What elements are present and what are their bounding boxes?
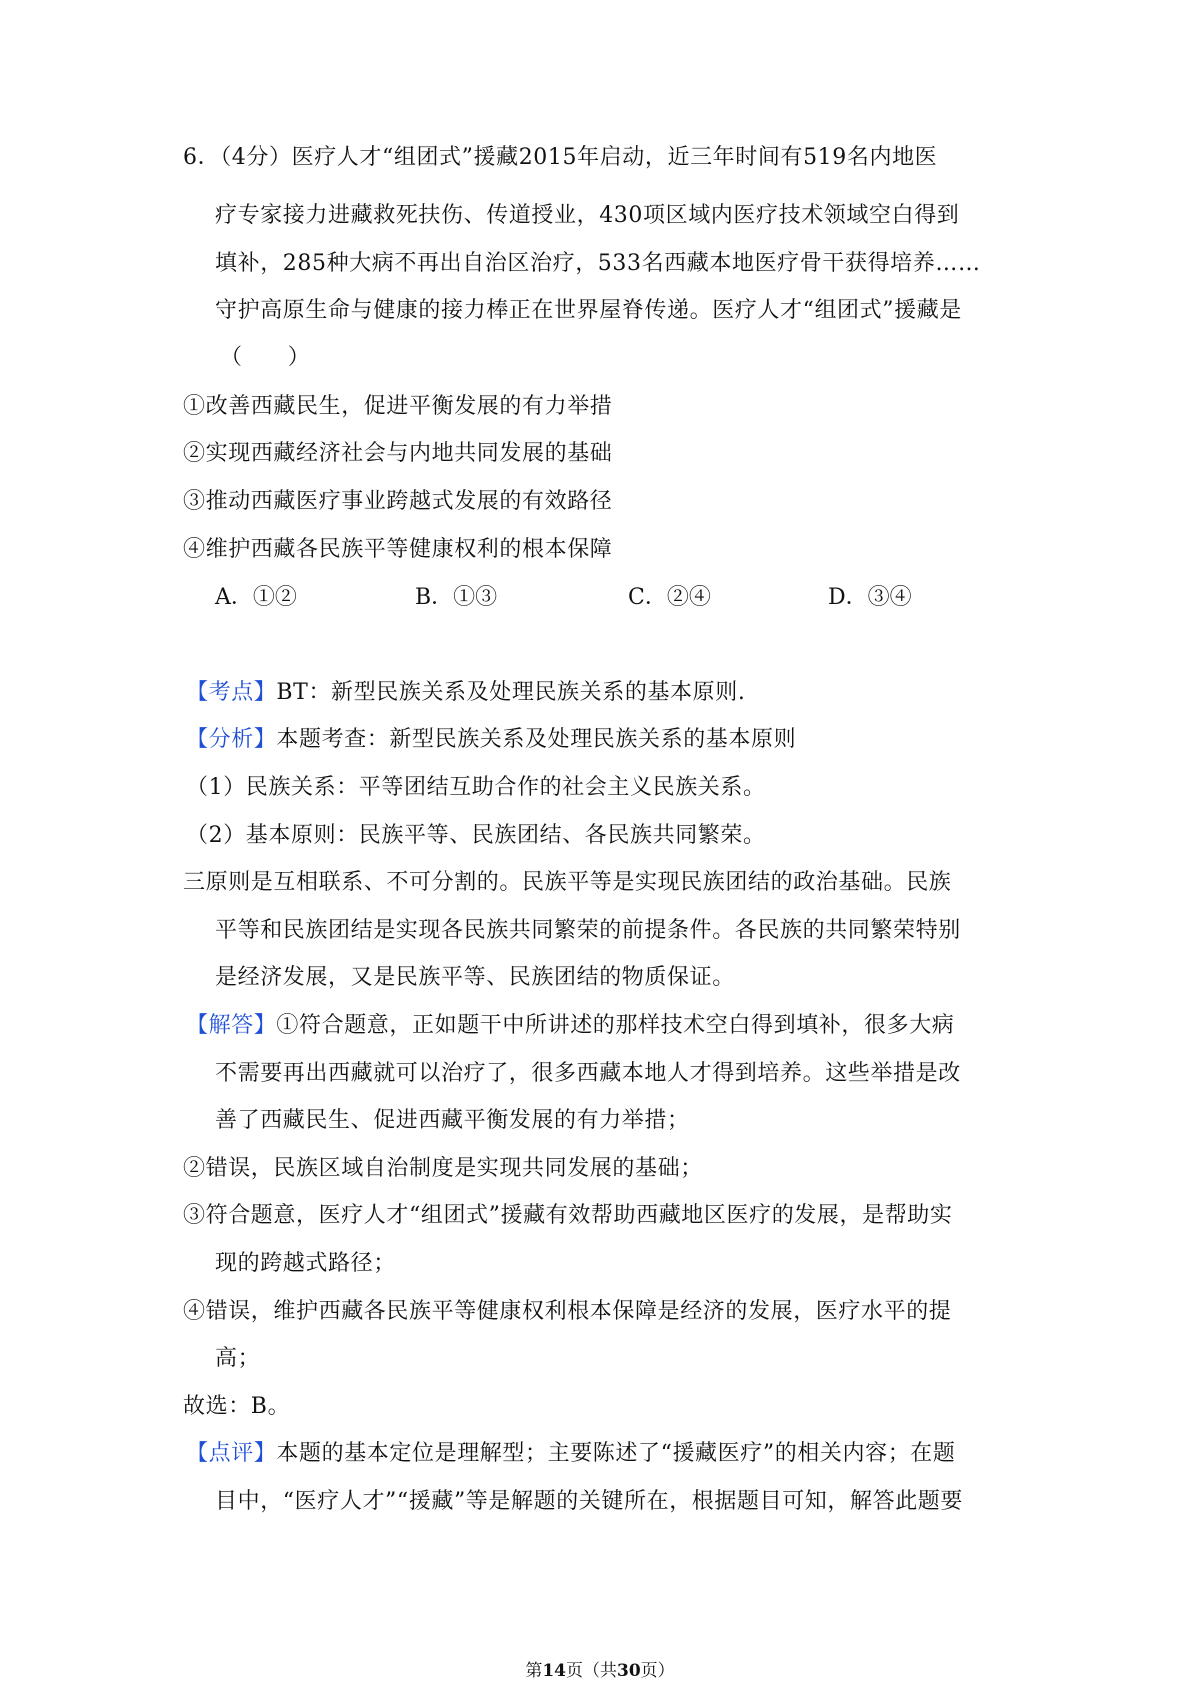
option-a: A．①② bbox=[215, 585, 297, 610]
dianping-tag: 【点评】 bbox=[186, 1441, 277, 1466]
option-b: B．①③ bbox=[415, 585, 498, 610]
dianping-line-2: 目中，“医疗人才”“援藏”等是解题的关键所在，根据题目可知，解答此题要 bbox=[215, 1489, 963, 1514]
fenxi-paragraph-3: 是经济发展，又是民族平等、民族团结的物质保证。 bbox=[215, 965, 735, 990]
question-line-2: 疗专家接力进藏救死扶伤、传道授业，430项区域内医疗技术领域空白得到 bbox=[215, 203, 960, 228]
jieda-line-8: 高； bbox=[215, 1346, 261, 1371]
jieda-line-6: 现的跨越式路径； bbox=[215, 1251, 396, 1276]
dianping-line bbox=[186, 1439, 956, 1469]
kaodian-line bbox=[186, 678, 745, 708]
footer-page-number: 14 bbox=[542, 1661, 566, 1681]
page-footer bbox=[0, 1660, 1200, 1682]
answer-options bbox=[215, 583, 975, 613]
footer-middle: 页（共 bbox=[566, 1661, 617, 1681]
fenxi-paragraph-1: 三原则是互相联系、不可分割的。民族平等是实现民族团结的政治基础。民族 bbox=[183, 870, 952, 895]
question-blank: （ ） bbox=[220, 345, 311, 370]
jieda-tag: 【解答】 bbox=[186, 1013, 277, 1038]
jieda-conclusion: 故选：B。 bbox=[183, 1394, 291, 1419]
statement-1: ①改善西藏民生，促进平衡发展的有力举措 bbox=[183, 394, 613, 419]
dianping-first: 本题的基本定位是理解型；主要陈述了“援藏医疗”的相关内容；在题 bbox=[276, 1441, 956, 1466]
statement-3: ③推动西藏医疗事业跨越式发展的有效路径 bbox=[183, 489, 613, 514]
jieda-line-3: 善了西藏民生、促进西藏平衡发展的有力举措； bbox=[215, 1108, 690, 1133]
fenxi-line bbox=[186, 725, 796, 755]
statement-2: ②实现西藏经济社会与内地共同发展的基础 bbox=[183, 441, 613, 466]
jieda-first: ①符合题意，正如题干中所讲述的那样技术空白得到填补，很多大病 bbox=[276, 1013, 955, 1038]
question-line-1: 6．（4分）医疗人才“组团式”援藏2015年启动，近三年时间有519名内地医 bbox=[183, 145, 938, 170]
question-line-3: 填补，285种大病不再出自治区治疗，533名西藏本地医疗骨干获得培养…… bbox=[215, 251, 981, 276]
kaodian-tag: 【考点】 bbox=[186, 680, 277, 705]
jieda-line-4: ②错误，民族区域自治制度是实现共同发展的基础； bbox=[183, 1156, 703, 1181]
fenxi-text: 本题考查：新型民族关系及处理民族关系的基本原则 bbox=[276, 727, 797, 752]
option-d: D．③④ bbox=[828, 585, 912, 610]
question-line-4: 守护高原生命与健康的接力棒正在世界屋脊传递。医疗人才“组团式”援藏是 bbox=[215, 298, 962, 323]
kaodian-text: BT：新型民族关系及处理民族关系的基本原则. bbox=[276, 680, 746, 705]
jieda-line bbox=[186, 1011, 954, 1041]
fenxi-point-1: （1）民族关系：平等团结互助合作的社会主义民族关系。 bbox=[186, 775, 766, 800]
fenxi-paragraph-2: 平等和民族团结是实现各民族共同繁荣的前提条件。各民族的共同繁荣特别 bbox=[215, 918, 961, 943]
jieda-line-7: ④错误，维护西藏各民族平等健康权利根本保障是经济的发展，医疗水平的提 bbox=[183, 1299, 952, 1324]
statement-4: ④维护西藏各民族平等健康权利的根本保障 bbox=[183, 537, 613, 562]
footer-suffix: 页） bbox=[640, 1661, 675, 1681]
footer-prefix: 第 bbox=[525, 1661, 543, 1681]
jieda-line-2: 不需要再出西藏就可以治疗了，很多西藏本地人才得到培养。这些举措是改 bbox=[215, 1061, 961, 1086]
footer-total-pages: 30 bbox=[617, 1661, 641, 1681]
fenxi-point-2: （2）基本原则：民族平等、民族团结、各民族共同繁荣。 bbox=[186, 823, 766, 848]
fenxi-tag: 【分析】 bbox=[186, 727, 277, 752]
jieda-line-5: ③符合题意，医疗人才“组团式”援藏有效帮助西藏地区医疗的发展，是帮助实 bbox=[183, 1203, 953, 1228]
option-c: C．②④ bbox=[628, 585, 711, 610]
